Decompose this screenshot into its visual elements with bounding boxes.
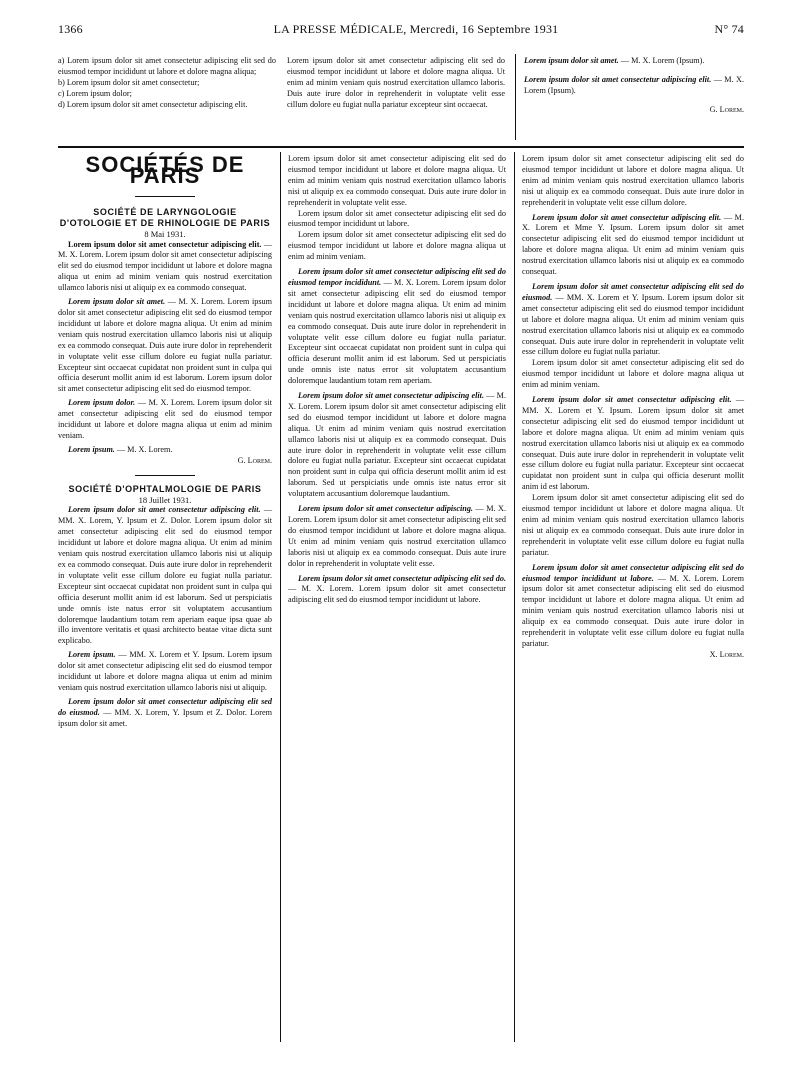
article-text: Lorem ipsum dolor sit amet consectetur adipiscing elit sed do eiusmod tempor incididunt ut labore et dolore magna aliqua. Ut enim ad minim veniam quis nostrud exercitation ullamco laboris nisi ut aliquip ex ea commodo consequat. Duis aute irure dolor in reprehenderit in voluptate velit esse cillum dolore. <box>522 154 744 207</box>
article-text: Lorem ipsum dolor sit amet consectetur adipiscing elit sed do eiusmod tempor incididunt ut labore et dolore magna aliqua. Ut enim ad minim veniam quis nostrud exercitation ullamco laboris nisi ut aliquip ex ea commodo consequat. Duis aute irure dolor in reprehenderit in voluptate velit esse. <box>288 154 506 207</box>
section-rule <box>135 475 195 476</box>
article-title: Lorem ipsum dolor sit amet consectetur adipiscing elit sed do eiusmod tempor incididunt ut labore. <box>522 562 744 583</box>
article-text: — M. X. Lorem. Lorem ipsum dolor sit amet consectetur adipiscing elit sed do eiusmod tempor incididunt ut labore et dolore magna aliqua. Ut enim ad minim veniam quis nostrud exercitation ullamco laboris nisi ut aliquip ex ea commodo consequat. Duis aute irure dolor in reprehenderit in voluptate velit esse cillum dolore eu fugiat nulla pariatur. <box>522 573 744 648</box>
article-text: — M. X. Lorem. Lorem ipsum dolor sit amet consectetur adipiscing elit sed do eiusmod tempor incididunt ut labore et dolore magna aliqua. Ut enim ad minim veniam quis nostrud exercitation ullamco laboris nisi ut aliquip ex ea commodo consequat. Duis aute irure dolor in reprehenderit in voluptate velit esse cillum dolore eu fugiat nulla pariatur. Excepteur sint occaecat cupidatat non proident sunt in culpa qui officia deserunt mollit anim id est laborum. Sed ut perspiciatis unde omnis iste natus error sit voluptatem accusantium doloremque laudantium totam rem aperiam. <box>288 277 507 386</box>
article-text: — M. X. Lorem. Lorem ipsum dolor sit amet consectetur adipiscing elit sed do eiusmod tempor incididunt ut labore. <box>288 584 506 605</box>
column-1 <box>58 150 272 730</box>
article-title: Lorem ipsum dolor sit amet consectetur adipiscing elit. <box>532 212 722 222</box>
title-rule <box>135 196 195 197</box>
top-note-2-title: Lorem ipsum dolor sit amet consectetur adipiscing elit. <box>524 74 712 84</box>
article-title: Lorem ipsum dolor sit amet consectetur adipiscing elit sed do eiusmod. <box>522 281 744 302</box>
top-note-1-title: Lorem ipsum dolor sit amet. <box>524 56 619 65</box>
issue-number: N° 74 <box>714 22 744 36</box>
article-title: Lorem ipsum dolor sit amet consectetur adipiscing elit. <box>532 395 732 405</box>
article-text: — M. X. Lorem. Lorem ipsum dolor sit amet consectetur adipiscing elit sed do eiusmod tempor incididunt ut labore et dolore magna aliqua ut enim ad minim veniam. <box>58 398 272 440</box>
article-title: Lorem ipsum dolor sit amet. <box>68 297 166 307</box>
article-text: Lorem ipsum dolor sit amet consectetur adipiscing elit sed do eiusmod tempor incididunt ut labore et dolore magna aliqua ut enim ad minim veniam. <box>522 358 744 390</box>
journal-title: LA PRESSE MÉDICALE, Mercredi, 16 Septembre 1931 <box>273 22 559 36</box>
signature: X. Lorem. <box>709 649 744 659</box>
article-title: Lorem ipsum dolor sit amet consectetur adipiscing elit sed do eiusmod. <box>58 696 272 717</box>
column-2 <box>288 154 506 606</box>
article-title: Lorem ipsum. <box>68 650 116 660</box>
top-column-divider <box>515 54 516 140</box>
article-title: Lorem ipsum dolor sit amet consectetur adipiscing elit. <box>68 239 262 249</box>
top-note-2-author: — M. X. Lorem (Ipsum). <box>524 74 744 95</box>
section-title: SOCIÉTÉS DE PARIS <box>85 152 245 188</box>
top-column-2 <box>287 56 505 111</box>
article-text: — MM. X. Lorem et Y. Ipsum. Lorem ipsum dolor sit amet consectetur adipiscing elit sed do eiusmod tempor incididunt ut labore et dolore magna aliqua. Ut enim ad minim veniam quis nostrud exercitation ullamco laboris nisi ut aliquip ex ea commodo consequat. Duis aute irure dolor in reprehenderit in voluptate velit esse cillum dolore eu fugiat nulla pariatur. Excepteur sint occaecat cupidatat non proident sunt in culpa qui officia deserunt mollit anim id est laborum. <box>522 395 744 492</box>
top-item-b: b) Lorem ipsum dolor sit amet consectetur; <box>58 77 200 87</box>
article-text: — MM. X. Lorem, Y. Ipsum et Z. Dolor. Lorem ipsum dolor sit amet consectetur adipiscing elit sed do eiusmod tempor incididunt ut labore et dolore magna aliqua. Ut enim ad minim veniam quis nostrud exercitation ullamco laboris nisi ut aliquip ex ea commodo consequat. Duis aute irure dolor in reprehenderit in voluptate velit esse cillum dolore eu fugiat nulla pariatur. Excepteur sint occaecat cupidatat non proident sunt in culpa qui officia deserunt mollit anim id est laborum. Sed ut perspiciatis unde omnis iste natus error sit voluptatem accusantium doloremque laudantium totam rem aperiam eaque ipsa quae ab illo inventore veritatis et quasi architecto beatae vitae dicta sunt explicabo. <box>58 505 272 646</box>
society-heading-2: SOCIÉTÉ D'OPHTALMOLOGIE DE PARIS <box>68 483 262 494</box>
top-note-1-author: — M. X. Lorem (Ipsum). <box>620 56 705 65</box>
column-divider-2 <box>514 152 515 1042</box>
top-item-d: d) Lorem ipsum dolor sit amet consectetur adipiscing elit. <box>58 99 248 109</box>
article-title: Lorem ipsum dolor sit amet consectetur adipiscing elit. <box>298 391 484 401</box>
article-text: — M. X. Lorem. Lorem ipsum dolor sit amet consectetur adipiscing elit sed do eiusmod tempor incididunt ut labore et dolore magna aliqua ut enim ad minim veniam quis nostrud exercitation ullamco laboris nisi ut aliquip ex ea commodo consequat. <box>58 239 272 293</box>
article-title: Lorem ipsum dolor sit amet consectetur adipiscing elit sed do. <box>298 573 506 583</box>
top-text: Lorem ipsum dolor sit amet consectetur adipiscing elit sed do eiusmod tempor incididunt ut labore et dolore magna aliqua. Ut enim ad minim veniam quis nostrud exercitation ullamco laboris. Duis aute irure dolor in reprehenderit in voluptate velit esse cillum dolore eu fugiat nulla pariatur excepteur sint occaecat. <box>287 56 505 109</box>
top-item-a: a) Lorem ipsum dolor sit amet consectetur adipiscing elit sed do eiusmod tempor incididunt ut labore et dolore magna aliqua; <box>58 56 276 76</box>
article-text: — M. X. Lorem. Lorem ipsum dolor sit amet consectetur adipiscing elit sed do eiusmod tempor incididunt ut labore et dolore magna aliqua. Ut enim ad minim veniam quis nostrud exercitation ullamco laboris nisi ut aliquip ex ea commodo consequat. Duis aute irure dolor in reprehenderit in voluptate velit esse. <box>288 504 507 568</box>
society-heading-1b: D'OTOLOGIE ET DE RHINOLOGIE DE PARIS <box>59 217 271 228</box>
session-date-2: 18 Juillet 1931. <box>138 494 192 505</box>
article-text: — MM. X. Lorem et Y. Ipsum. Lorem ipsum dolor sit amet consectetur adipiscing elit sed do eiusmod tempor incididunt ut labore et dolore magna aliqua ut enim ad minim veniam quis nostrud exercitation ullamco laboris nisi ut aliquip. <box>58 650 273 692</box>
signature: G. Lorem. <box>237 455 272 465</box>
page-number: 1366 <box>58 22 83 36</box>
article-text: — M. X. Lorem et Mme Y. Ipsum. Lorem ipsum dolor sit amet consectetur adipiscing elit sed do eiusmod tempor incididunt ut labore et dolore magna aliqua. Ut enim ad minim veniam quis nostrud exercitation ullamco laboris nisi ut aliquip ex ea commodo consequat. <box>522 212 745 277</box>
horizontal-divider <box>58 146 744 148</box>
column-divider-1 <box>280 152 281 1042</box>
article-text: — M. X. Lorem. Lorem ipsum dolor sit amet consectetur adipiscing elit sed do eiusmod tempor incididunt ut labore et dolore magna aliqua. Ut enim ad minim veniam quis nostrud exercitation ullamco laboris nisi ut aliquip ex ea commodo consequat. Duis aute irure dolor in reprehenderit in voluptate velit esse cillum dolore eu fugiat nulla pariatur. Excepteur sint occaecat cupidatat non proident sunt in culpa qui officia deserunt mollit anim id est laborum. Lorem ipsum dolor sit amet consectetur adipiscing elit sed do eiusmod tempor. <box>58 297 273 394</box>
article-text: Lorem ipsum dolor sit amet consectetur adipiscing elit sed do eiusmod tempor incididunt ut labore. <box>288 208 506 229</box>
article-title: Lorem ipsum dolor sit amet consectetur adipiscing. <box>298 504 473 514</box>
article-title: Lorem ipsum dolor sit amet consectetur adipiscing elit sed do eiusmod tempor incididunt. <box>288 267 506 287</box>
article-text: — MM. X. Lorem, Y. Ipsum et Z. Dolor. Lorem ipsum dolor sit amet. <box>58 707 272 728</box>
top-item-c: c) Lorem ipsum dolor; <box>58 88 132 98</box>
page-header <box>58 22 744 42</box>
column-3 <box>522 154 744 661</box>
article-title: Lorem ipsum. <box>68 444 115 454</box>
article-text: — M. X. Lorem. Lorem ipsum dolor sit amet consectetur adipiscing elit sed do eiusmod tempor incididunt ut labore et dolore magna aliqua. Ut enim ad minim veniam quis nostrud exercitation ullamco laboris nisi ut aliquip ex ea commodo consequat. Duis aute irure dolor in reprehenderit in voluptate velit esse cillum dolore eu fugiat nulla pariatur. Excepteur sint occaecat cupidatat non proident sunt in culpa qui officia deserunt mollit anim id est laborum. Sed ut perspiciatis unde omnis iste natus error sit voluptatem accusantium doloremque laudantium. <box>288 391 507 499</box>
top-column-3 <box>524 56 744 116</box>
top-signature: G. Lorem. <box>709 104 744 114</box>
article-text: Lorem ipsum dolor sit amet consectetur adipiscing elit sed do eiusmod tempor incididunt ut labore et dolore magna aliqua ut enim ad minim veniam. <box>288 230 506 262</box>
article-text: Lorem ipsum dolor sit amet consectetur adipiscing elit sed do eiusmod tempor incididunt ut labore et dolore magna aliqua. Ut enim ad minim veniam quis nostrud exercitation ullamco laboris nisi ut aliquip ex ea commodo consequat. Duis aute irure dolor in reprehenderit in voluptate velit esse cillum dolore eu fugiat nulla pariatur. <box>522 493 744 557</box>
top-column-1 <box>58 56 276 111</box>
article-title: Lorem ipsum dolor. <box>68 398 136 408</box>
society-heading-1: SOCIÉTÉ DE LARYNGOLOGIE <box>93 206 237 217</box>
article-title: Lorem ipsum dolor sit amet consectetur adipiscing elit. <box>68 505 261 515</box>
article-text: — MM. X. Lorem et Y. Ipsum. Lorem ipsum dolor sit amet consectetur adipiscing elit sed do eiusmod tempor incididunt ut labore et dolore magna aliqua. Ut enim ad minim veniam quis nostrud exercitation ullamco laboris nisi ut aliquip ex ea commodo consequat. Duis aute irure dolor in reprehenderit in voluptate velit esse cillum dolore eu fugiat nulla pariatur. <box>522 292 745 357</box>
article-text: — M. X. Lorem. <box>116 444 173 454</box>
session-date-1: 8 Mai 1931. <box>144 228 186 239</box>
